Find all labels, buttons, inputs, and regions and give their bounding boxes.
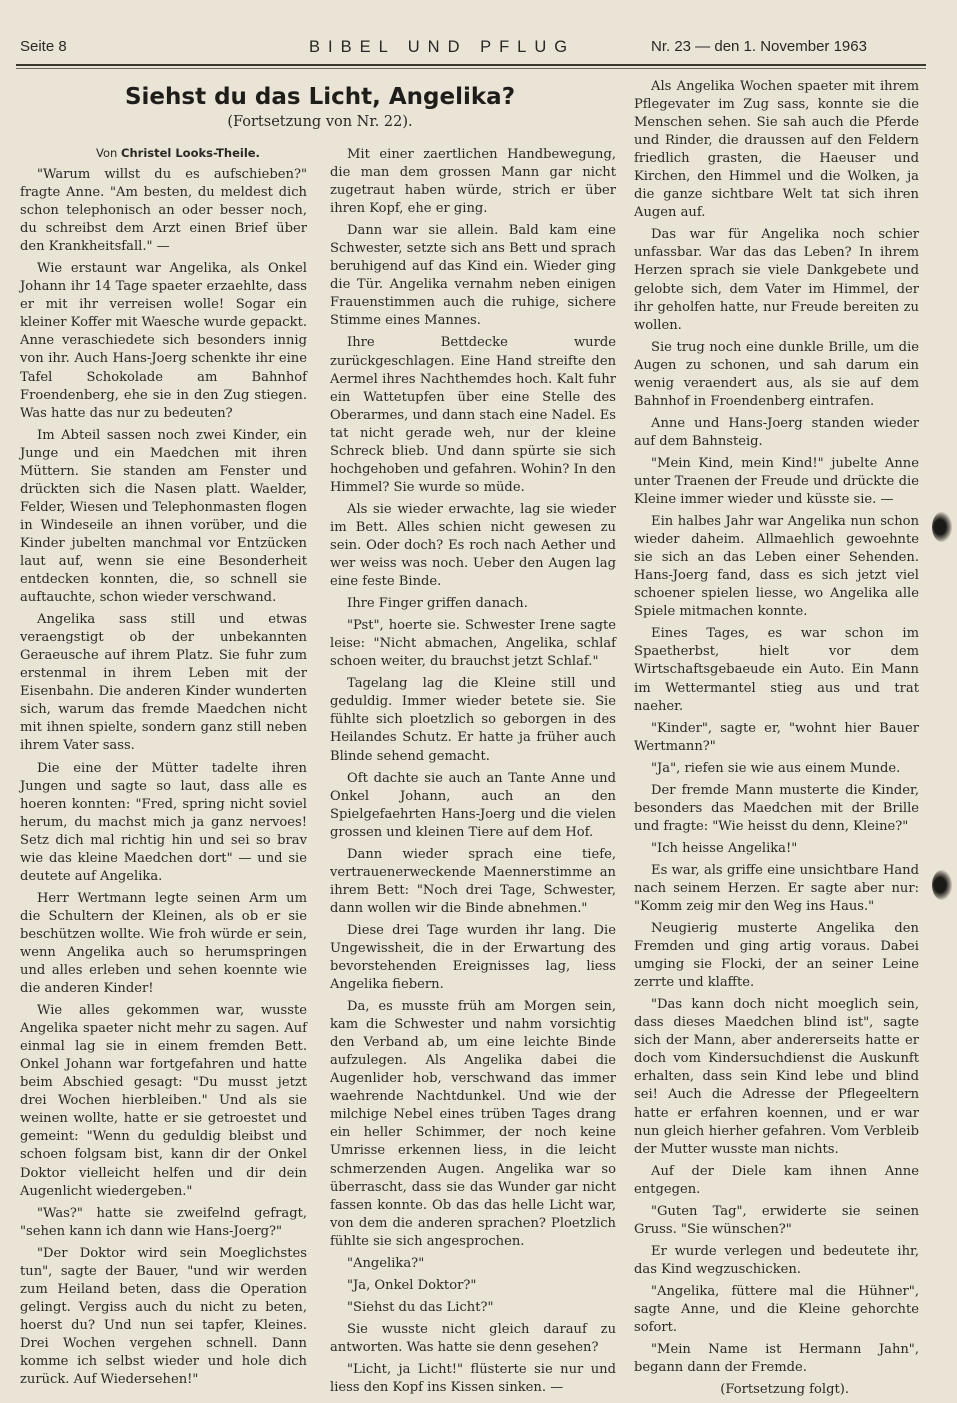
punch-hole-bottom <box>932 870 952 900</box>
paragraph: "Angelika, füttere mal die Hühner", sagte Anne, und die Kleine gehorchte sofort. <box>634 1283 919 1336</box>
paragraph: "Warum willst du es aufschieben?" fragte Anne. "Am besten, du meldest dich schon telephonisch an oder besser noch, du schreibst dem Arzt einen Brief über den Krankheitsfall." — <box>20 167 307 255</box>
paragraph: "Ja, Onkel Doktor?" <box>347 1277 477 1293</box>
paragraph: "Ich heisse Angelika!" <box>651 840 798 856</box>
paragraph: Sie wusste nicht gleich darauf zu antworten. Was hatte sie denn gesehen? <box>330 1321 616 1355</box>
paragraph: Da, es musste früh am Morgen sein, kam die Schwester und nahm vorsichtig den Verband ab, um eine leichte Binde aufzulegen. Als Angelika dabei die Augenlider hob, verschwand das immer waehrende Nachtdunkel. Und wie der milchige Nebel eines trüben Tages drang ein heller Schimmer, der noch keine Umrisse erkennen liess, in die leicht schmerzenden Augen. Angelika war so überrascht, dass sie das Wunder gar nicht fassen konnte. Ob das das helle Licht war, von dem die anderen sprachen? Ploetzlich fühlte sie sich angesprochen. <box>330 999 616 1249</box>
author-name: Christel Looks-Theile. <box>121 146 260 160</box>
paragraph: Diese drei Tage wurden ihr lang. Die Ungewissheit, die in der Erwartung des bevorstehenden Ereignisses lag, liess Angelika fiebern. <box>330 922 616 993</box>
header-rule <box>16 64 926 66</box>
paragraph: Er wurde verlegen und bedeutete ihr, das Kind wegzuschicken. <box>634 1243 919 1277</box>
paragraph: Tagelang lag die Kleine still und geduldig. Immer wieder betete sie. Sie fühlte sich ploetzlich so geborgen in des Heilandes Schutz. Er hatte ja früher auch Blinde sehend gemacht. <box>330 676 616 764</box>
paragraph: Es war, als griffe eine unsichtbare Hand nach seinem Herzen. Er sagte aber nur: "Komm zeig mir den Weg ins Haus." <box>634 862 919 915</box>
paragraph: "Mein Name ist Hermann Jahn", begann dann der Fremde. <box>634 1342 919 1376</box>
paragraph: Auf der Diele kam ihnen Anne entgegen. <box>634 1163 919 1197</box>
paragraph: Neugierig musterte Angelika den Fremden und ging artig voraus. Dabei umging sie Flocki, der an seiner Leine zerrte und klaffte. <box>634 921 919 991</box>
paragraph: "Mein Kind, mein Kind!" jubelte Anne unter Traenen der Freude und drückte die Kleine immer wieder und küsste sie. — <box>634 455 919 508</box>
paragraph: Im Abteil sassen noch zwei Kinder, ein Junge und ein Maedchen mit ihren Müttern. Sie standen am Fenster und drückten sich die Nasen platt. Waelder, Felder, Wiesen und Telephonmasten flogen in Windeseile an ihnen vorüber, und die Kinder jubelten manchmal vor Entzücken laut auf, wenn sie eine Besonderheit entdecken konnten, die, so schnell sie auftauchte, schon wieder verschwand. <box>20 427 307 606</box>
paragraph: Sie trug noch eine dunkle Brille, um die Augen zu schonen, und sah darum ein wenig veraendert aus, als sie auf dem Bahnhof in Froendenberg eintrafen. <box>634 339 919 409</box>
paragraph: Das war für Angelika noch schier unfassbar. War das das Leben? In ihrem Herzen sprach sie viele Dankgebete und gelobte sich, dem Vater im Himmel, der ihr geholfen hatte, nur Freude bereiten zu wollen. <box>634 227 919 333</box>
paragraph: "Siehst du das Licht?" <box>347 1299 494 1315</box>
byline <box>38 146 318 160</box>
paragraph: "Das kann doch nicht moeglich sein, dass dieses Maedchen blind ist", sagte sich der Mann, aber andererseits hatte er doch vom Kindersuchdienst die Auskunft erhalten, dass sein Kind lebe und blind sei! Auch die Adresse der Pflegeeltern hatte er erfahren koennen, und er war nun gleich hierher gefahren. Vom Verbleib der Mutter wusste man nichts. <box>634 997 919 1157</box>
paragraph: Wie erstaunt war Angelika, als Onkel Johann ihr 14 Tage spaeter erzaehlte, dass er mit ihr verreisen wolle! Sogar ein kleiner Koffer mit Waesche wurde gepackt. Anne veraschiedete sich besonders innig von ihr. Auch Hans-Joerg schenkte ihr eine Tafel Schokolade am Bahnhof Froendenberg, ehe sie in den Zug stiegen. Was hatte das nur zu bedeuten? <box>20 261 307 421</box>
paragraph: Mit einer zaertlichen Handbewegung, die man dem grossen Mann gar nicht zugetraut haben würde, strich er über ihren Kopf, ehe er ging. <box>330 147 616 217</box>
paragraph: "Kinder", sagte er, "wohnt hier Bauer Wertmann?" <box>634 720 919 754</box>
article-subtitle: (Fortsetzung von Nr. 22). <box>227 114 413 130</box>
article-title: Siehst du das Licht, Angelika? <box>124 84 516 110</box>
paragraph: Wie alles gekommen war, wusste Angelika spaeter nicht mehr zu sagen. Auf einmal lag sie in einem fremden Bett. Onkel Johann war fortgefahren und hatte beim Abschied gesagt: "Du musst jetzt drei Wochen hierbleiben." Und als sie weinen wollte, hatte er sie getroestet und gemeint: "Wenn du geduldig bleibst und schoen folgsam bist, kann dir der Onkel Doktor vielleicht helfen und dir dein Augenlicht wiedergeben." <box>20 1003 307 1199</box>
paragraph: "Pst", hoerte sie. Schwester Irene sagte leise: "Nicht abmachen, Angelika, schlaf schoen weiter, du brauchst jetzt Schlaf." <box>330 618 616 670</box>
paragraph: Dann war sie allein. Bald kam eine Schwester, setzte sich ans Bett und sprach beruhigend auf das Kind ein. Wieder ging die Tür. Angelika vernahm neben einigen Frauenstimmen auch die ruhige, sichere Stimme eines Mannes. <box>330 223 616 329</box>
paragraph: Als sie wieder erwachte, lag sie wieder im Bett. Alles schien nicht gewesen zu sein. Oder doch? Es roch nach Aether und wer weiss was noch. Ueber den Augen lag eine feste Binde. <box>330 501 616 590</box>
punch-hole-top <box>932 512 952 542</box>
paragraph: "Licht, ja Licht!" flüsterte sie nur und liess den Kopf ins Kissen sinken. — <box>330 1362 616 1396</box>
header-rule-thin <box>16 68 926 69</box>
paragraph: Ihre Finger griffen danach. <box>347 596 528 612</box>
paragraph: Angelika sass still und etwas veraengstigt ob der unbekannten Geraeusche auf ihrem Platz. Sie fuhr zum erstenmal in ihrem Leben mit der Eisenbahn. Die anderen Kinder wunderten sich, warum das fremde Maedchen nicht mit ihnen spielte, sondern ganz still neben ihrem Vater sass. <box>20 612 307 754</box>
paragraph: "Angelika?" <box>347 1255 425 1271</box>
paragraph: Ihre Bettdecke wurde zurückgeschlagen. Eine Hand streifte den Aermel ihres Nachthemdes hoch. Kalt fuhr ein Wattetupfen über eine Stelle des Oberarmes, und dann stach eine Nadel. Es tat nicht gerade weh, nur der kleine Schreck blieb. Und dann spürte sie sich hochgehoben und gefahren. Wohin? In den Himmel? Sie wurde so müde. <box>330 335 616 495</box>
paragraph: Herr Wertmann legte seinen Arm um die Schultern der Kleinen, als ob er sie beschützen wollte. Wie froh würde er sein, wenn Angelika auch so herumspringen und alles erleben und sehen koennte wie die anderen Kinder! <box>20 890 307 997</box>
paragraph: Dann wieder sprach eine tiefe, vertrauenerweckende Maennerstimme an ihrem Bett: "Noch drei Tage, Schwester, dann wollen wir die Binde abnehmen." <box>330 846 616 916</box>
paragraph: Eines Tages, es war schon im Spaetherbst, hielt vor dem Wirtschaftsgebaeude ein Auto. Ein Mann im Wettermantel stieg aus und trat naeher. <box>634 626 919 714</box>
paragraph: Oft dachte sie auch an Tante Anne und Onkel Johann, auch an den Spielgefaehrten Hans-Joerg und die vielen grossen und kleinen Tiere auf dem Hof. <box>330 770 616 840</box>
paragraph: Die eine der Mütter tadelte ihren Jungen und sagte so laut, dass alle es hoeren konnten: "Fred, spring nicht soviel herum, du machst mich ja ganz nervoes! Setz dich mal richtig hin und sei so brav wie das kleine Maedchen dort" — und sie deutete auf Angelika. <box>20 760 307 884</box>
paragraph: (Fortsetzung folgt). <box>720 1382 849 1398</box>
paragraph: "Guten Tag", erwiderte sie seinen Gruss. "Sie wünschen?" <box>634 1203 919 1237</box>
page-number: Seite 8 <box>20 38 67 55</box>
text-column-3 <box>634 78 919 1403</box>
text-column-2 <box>330 146 616 1401</box>
text-column-1 <box>20 166 307 1393</box>
paragraph: "Ja", riefen sie wie aus einem Munde. <box>651 760 901 776</box>
paragraph: Als Angelika Wochen spaeter mit ihrem Pflegevater im Zug sass, konnte sie die Menschen sehen. Sie sah auch die Pferde und Rinder, die draussen auf den Feldern friedlich grasten, die Haeuser und Kirchen, den Himmel und die Wolken, ja die ganze sichtbare Welt tat sich ihren Augen auf. <box>634 79 919 221</box>
paragraph: Ein halbes Jahr war Angelika nun schon wieder daheim. Allmaehlich gewoehnte sie sich an das Leben einer Sehenden. Hans-Joerg fand, dass es sich jetzt viel schoener spielen liesse, wo Angelika alle Spiele mitmachen konnte. <box>634 514 919 620</box>
paragraph: Der fremde Mann musterte die Kinder, besonders das Maedchen mit der Brille und fragte: "Wie heisst du denn, Kleine?" <box>634 782 919 834</box>
paragraph: Anne und Hans-Joerg standen wieder auf dem Bahnsteig. <box>634 415 919 449</box>
journal-title: BIBEL UND PFLUG <box>309 38 576 56</box>
byline-prefix: Von <box>96 146 122 160</box>
issue-date: Nr. 23 — den 1. November 1963 <box>651 38 867 55</box>
paragraph: "Was?" hatte sie zweifelnd gefragt, "sehen kann ich dann wie Hans-Joerg?" <box>20 1205 307 1239</box>
paragraph: "Der Doktor wird sein Moeglichstes tun", sagte der Bauer, "und wir werden zum Heiland beten, dass die Operation gelingt. Vergiss auch du nicht zu beten, hoerst du? Und nun sei tapfer, Kleines. Drei Wochen vergehen schnell. Dann komme ich selbst wieder und hole dich zurück. Auf Wiedersehen!" <box>20 1245 307 1388</box>
